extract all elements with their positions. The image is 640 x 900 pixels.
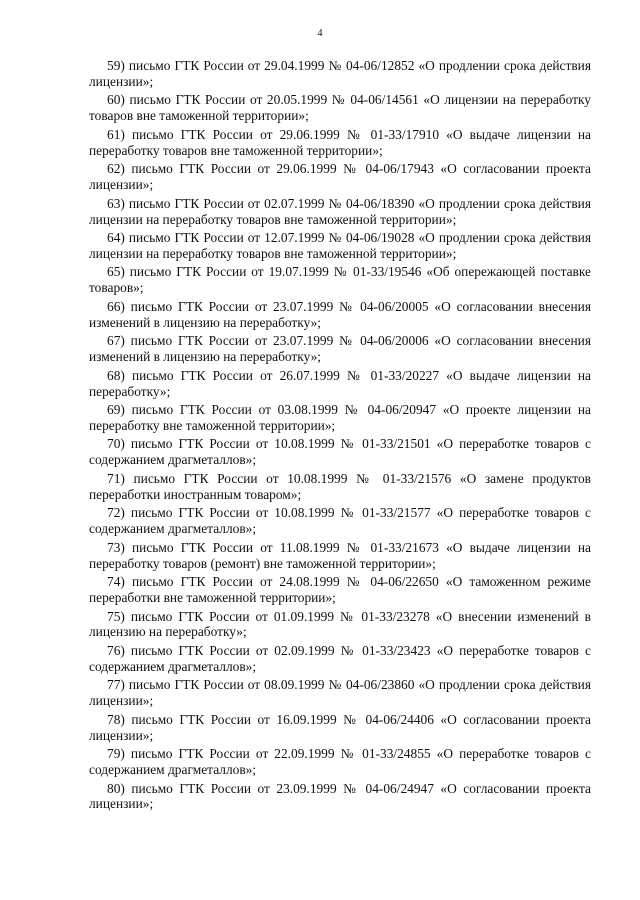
list-item-73: 73) письмо ГТК России от 11.08.1999 № 01-33/21673 «О выдаче лицензии на переработку товаров (ремонт) вне таможенной территории»; [89, 539, 591, 571]
list-item-63: 63) письмо ГТК России от 02.07.1999 № 04-06/18390 «О продлении срока действия лицензии на переработку товаров вне таможенной территории»; [89, 195, 591, 227]
list-item-68: 68) письмо ГТК России от 26.07.1999 № 01-33/20227 «О выдаче лицензии на переработку»; [89, 367, 591, 399]
page-number: 4 [317, 28, 323, 39]
list-item-59: 59) письмо ГТК России от 29.04.1999 № 04-06/12852 «О продлении срока действия лицензии»; [89, 58, 591, 89]
list-item-61: 61) письмо ГТК России от 29.06.1999 № 01-33/17910 «О выдаче лицензии на переработку товаров вне таможенной территории»; [89, 126, 591, 158]
document-list [89, 58, 591, 815]
list-item-71: 71) письмо ГТК России от 10.08.1999 № 01-33/21576 «О замене продуктов переработки иностранным товаром»; [89, 470, 591, 502]
list-item-65: 65) письмо ГТК России от 19.07.1999 № 01-33/19546 «Об опережающей поставке товаров»; [89, 264, 591, 296]
list-item-70: 70) письмо ГТК России от 10.08.1999 № 01-33/21501 «О переработке товаров с содержанием драгметаллов»; [89, 436, 591, 468]
list-item-79: 79) письмо ГТК России от 22.09.1999 № 01-33/24855 «О переработке товаров с содержанием драгметаллов»; [89, 746, 591, 778]
list-item-66: 66) письмо ГТК России от 23.07.1999 № 04-06/20005 «О согласовании внесения изменений в лицензию на переработку»; [89, 298, 591, 330]
list-item-69: 69) письмо ГТК России от 03.08.1999 № 04-06/20947 «О проекте лицензии на переработку вне таможенной территории»; [89, 402, 591, 433]
list-item-80: 80) письмо ГТК России от 23.09.1999 № 04-06/24947 «О согласовании проекта лицензии»; [89, 780, 591, 812]
list-item-78: 78) письмо ГТК России от 16.09.1999 № 04-06/24406 «О согласовании проекта лицензии»; [89, 711, 591, 743]
list-item-64: 64) письмо ГТК России от 12.07.1999 № 04-06/19028 «О продлении срока действия лицензии на переработку товаров вне таможенной территории»; [89, 230, 591, 261]
list-item-67: 67) письмо ГТК России от 23.07.1999 № 04-06/20006 «О согласовании внесения изменений в лицензию на переработку»; [89, 333, 591, 365]
list-item-62: 62) письмо ГТК России от 29.06.1999 № 04-06/17943 «О согласовании проекта лицензии»; [89, 161, 591, 193]
list-item-77: 77) письмо ГТК России от 08.09.1999 № 04-06/23860 «О продлении срока действия лицензии»; [89, 677, 591, 709]
list-item-76: 76) письмо ГТК России от 02.09.1999 № 01-33/23423 «О переработке товаров с содержанием драгметаллов»; [89, 642, 591, 674]
list-item-60: 60) письмо ГТК России от 20.05.1999 № 04-06/14561 «О лицензии на переработку товаров вне таможенной территории»; [89, 92, 591, 124]
list-item-74: 74) письмо ГТК России от 24.08.1999 № 04-06/22650 «О таможенном режиме переработки вне таможенной территории»; [89, 574, 591, 605]
list-item-72: 72) письмо ГТК России от 10.08.1999 № 01-33/21577 «О переработке товаров с содержанием драгметаллов»; [89, 505, 591, 537]
list-item-75: 75) письмо ГТК России от 01.09.1999 № 01-33/23278 «О внесении изменений в лицензию на переработку»; [89, 608, 591, 640]
